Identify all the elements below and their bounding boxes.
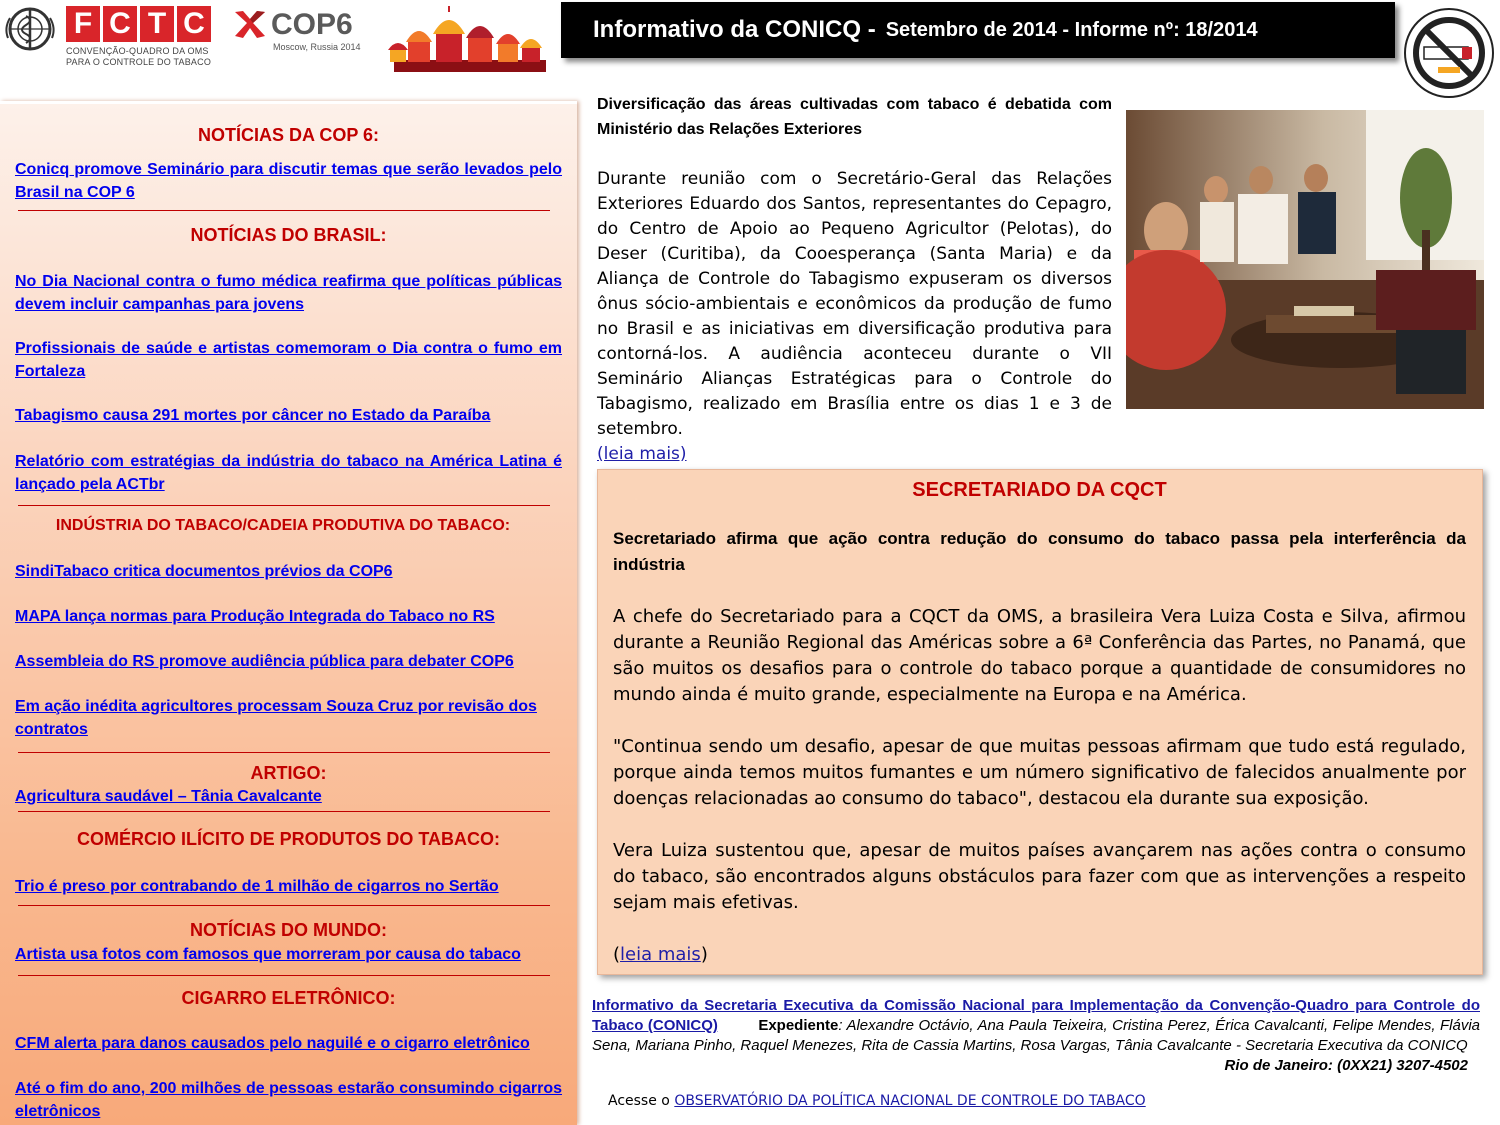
news-link[interactable]: Trio é preso por contrabando de 1 milhão de cigarros no Sertão [15,878,499,895]
paren-close: ) [700,944,708,965]
main-article [597,92,1112,467]
staff-list: : Alexandre Octávio, Ana Paula Teixeira, Cristina Perez, Érica Cavalcanti, Felipe Mendes, Flávia Sena, Mariana Pinho, Raquel Menezes, Rita de Cassia Martins, Rosa Vargas, Tânia Cavalcante - Secretaria Executiva da CONICQ [592,1017,1481,1054]
conicq-seal [1402,6,1496,100]
meeting-photo [1126,110,1484,409]
fctc-subtitle-line2: PARA O CONTROLE DO TABACO [66,57,212,67]
section-heading-comercio: COMÉRCIO ILÍCITO DE PRODUTOS DO TABACO: [76,829,500,849]
section-heading-mundo: NOTÍCIAS DO MUNDO: [190,920,387,940]
section-heading-cop6: NOTÍCIAS DA COP 6: [197,125,380,145]
news-link[interactable]: Artista usa fotos com famosos que morreram por causa do tabaco [15,946,521,963]
secretariat-paragraph: Vera Luiza sustentou que, apesar de muitos países avançarem nas ações contra o consumo do tabaco, são encontrados alguns obstáculos para fazer com que as intervenções a respeito sejam mais efetivas. [613,840,1466,913]
news-link[interactable]: Agricultura saudável – Tânia Cavalcante [15,788,322,805]
secretariat-paragraph: A chefe do Secretariado para a CQCT da OMS, a brasileira Vera Luiza Costa e Silva, afirmou durante a Reunião Regional das Américas sobre a 6ª Conferência das Partes, no Panamá, que são muitos os desafios para o controle do tabaco porque a quantidade de consumidores no mundo ainda é muito grande, especialmente na Europa e na América. [613,606,1466,705]
news-link[interactable]: Tabagismo causa 291 mortes por câncer no Estado da Paraíba [15,407,491,424]
news-link[interactable]: Até o fim do ano, 200 milhões de pessoas estarão consumindo cigarros eletrônicos [15,1080,562,1120]
section-heading-industria: INDÚSTRIA DO TABACO/CADEIA PRODUTIVA DO TABACO: [55,517,511,534]
section-heading-cigarro: CIGARRO ELETRÔNICO: [181,988,396,1008]
fctc-letter: C [177,6,211,42]
cop6-text: COP6 [271,8,353,41]
paren-open: ( [613,944,621,965]
secretariat-heading: SECRETARIADO DA CQCT [912,479,1167,501]
news-link[interactable]: Conicq promove Seminário para discutir temas que serão levados pelo Brasil na COP 6 [15,161,562,201]
fctc-letter: F [66,6,100,42]
section-divider [18,811,550,812]
read-more-link[interactable]: (leia mais) [597,444,687,464]
newsletter-issue: Setembro de 2014 - Informe nº: 18/2014 [885,19,1258,41]
section-divider [18,975,550,976]
spacer [722,1017,753,1034]
secretariat-paragraph: "Continua sendo um desafio, apesar de que muitas pessoas afirmam que tudo está regulado, porque ainda temos muitos fumantes e um número significativo de falecidos anualmente por doenças relacionadas ao consumo do tabaco", destacou ela durante sua exposição. [613,736,1466,809]
kremlin-domes-icon [388,4,552,74]
read-more-link[interactable]: leia mais [620,944,701,965]
meeting-photo-illustration [1126,110,1484,409]
fctc-letters [66,6,216,42]
kremlin-illustration [388,4,552,74]
article-body: Durante reunião com o Secretário-Geral das Relações Exteriores Eduardo dos Santos, representantes do Cepagro, do Centro de Apoio ao Pequeno Agricultor (Pelotas), do Deser (Curitiba), da Cooesperança (Santa Maria) e da Aliança de Controle do Tabagismo expuseram os diversos ônus sócio-ambientais e econômicos da produção de fumo no Brasil e as iniciativas em diversificação produtiva para contorná-los. A audiência aconteceu durante o VII Seminário Alianças Estratégicas para o Controle do Tabagismo, realizado em Brasília entre os dias 1 e 3 de setembro. [597,169,1112,439]
news-link[interactable]: Assembleia do RS promove audiência pública para debater COP6 [15,653,514,670]
cop6-logo [233,8,373,70]
section-divider [18,210,550,211]
secretariat-read-more [613,942,1466,968]
news-link[interactable]: Relatório com estratégias da indústria do tabaco na América Latina é lançado pela ACTbr [15,453,562,493]
section-heading-brasil: NOTÍCIAS DO BRASIL: [190,225,387,245]
observatory-prefix: Acesse o [608,1093,675,1109]
section-divider [18,752,550,753]
section-divider [18,905,550,906]
cop6-subtitle: Moscow, Russia 2014 [273,42,361,52]
news-link[interactable]: Profissionais de saúde e artistas comemoram o Dia contra o fumo em Fortaleza [15,340,562,380]
cop6-cross-icon [233,10,267,40]
newsletter-title-bar [561,2,1395,58]
news-link[interactable]: MAPA lança normas para Produção Integrada do Tabaco no RS [15,608,495,625]
secretariat-box [597,469,1483,975]
section-divider [18,505,550,506]
fctc-letter: C [103,6,137,42]
fctc-letter: T [140,6,174,42]
who-logo [2,4,58,54]
who-emblem-icon [2,4,58,54]
conicq-link[interactable]: Informativo da Secretaria Executiva da Comissão Nacional para Implementação da Convenção-Quadro para Controle do Tabaco (CONICQ) [592,997,1480,1034]
fctc-logo [66,6,216,74]
no-smoking-icon [1402,6,1496,100]
newsletter-title: Informativo da CONICQ - [593,16,876,43]
secretariat-title: Secretariado afirma que ação contra redução do consumo do tabaco passa pela interferência da indústria [613,529,1466,574]
fctc-subtitle-line1: CONVENÇÃO-QUADRO DA OMS [66,46,209,56]
news-link[interactable]: CFM alerta para danos causados pelo naguilé e o cigarro eletrônico [15,1035,530,1052]
news-sidebar [0,101,577,1125]
observatory-line [608,1091,1146,1111]
staff-label: Expediente [758,1017,839,1034]
news-link[interactable]: Em ação inédita agricultores processam Souza Cruz por revisão dos contratos [15,698,537,738]
footer-credits [592,996,1481,1074]
section-heading-artigo: ARTIGO: [250,763,327,783]
contact-phone: Rio de Janeiro: (0XX21) 3207-4502 [1224,1057,1468,1074]
observatory-link[interactable]: OBSERVATÓRIO DA POLÍTICA NACIONAL DE CONTROLE DO TABACO [674,1093,1146,1109]
news-link[interactable]: No Dia Nacional contra o fumo médica reafirma que políticas públicas devem incluir campanhas para jovens [15,273,562,313]
news-link[interactable]: SindiTabaco critica documentos prévios da COP6 [15,563,393,580]
article-title: Diversificação das áreas cultivadas com tabaco é debatida com Ministério das Relações Exteriores [597,96,1112,138]
